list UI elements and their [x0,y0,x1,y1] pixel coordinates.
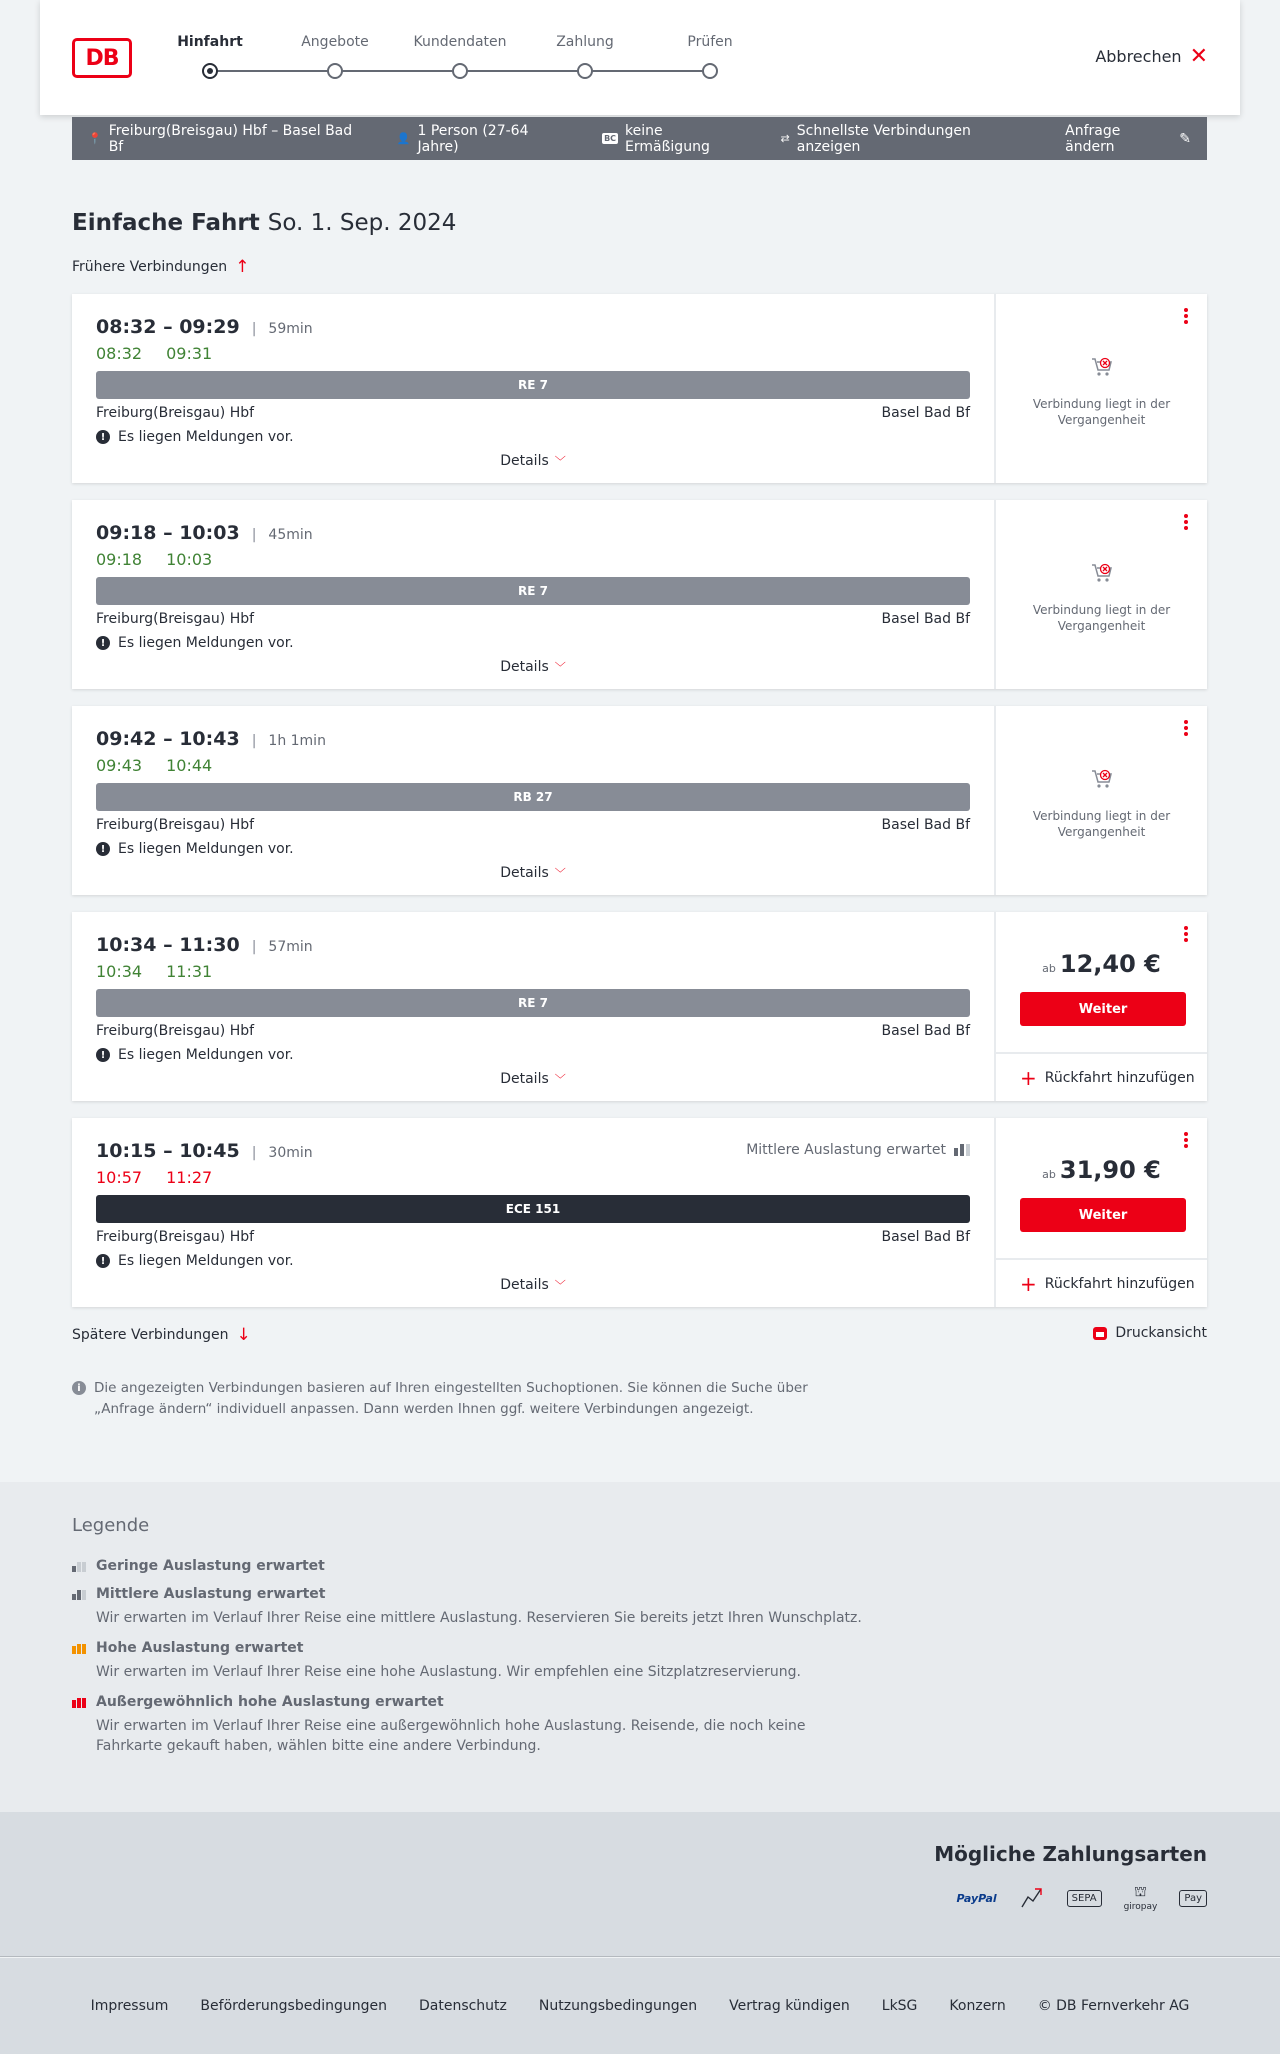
query-fastest: ⇄ Schnellste Verbindungen anzeigen [780,122,971,155]
past-connection-notice: Verbindung liegt in der Vergangenheit [996,768,1207,840]
planned-times: 09:18 – 10:03 [96,522,240,544]
alert-icon: ! [96,430,110,444]
details-toggle[interactable]: Details ﹀ [500,659,566,675]
connection-card: 10:15 – 10:45 | 30min Mittlere Auslastung erwartet 10:57 11:27 ECE 151 Freiburg(Breisgau) Hbf Basel Bad Bf ! Es liegen Meldungen vor. Details ﹀ ab 31,90 € Weiter + Rückfahrt hinzufügen [72,1118,1207,1307]
more-menu-icon[interactable] [1181,514,1191,532]
legend [0,1482,1280,1812]
query-route: 📍 Freiburg(Breisgau) Hbf – Basel Bad Bf [88,122,353,155]
step-pruefen: Prüfen [650,34,770,54]
search-info-note: i Die angezeigten Verbindungen basieren auf Ihren eingestellten Suchoptionen. Sie können die Suche über „Anfrage ändern“ individuell anpassen. Dann werden Ihnen ggf. weitere Verbindungen angezeigt. [72,1378,852,1420]
duration: 57min [268,939,313,955]
step-kundendaten: Kundendaten [400,34,520,54]
cancel-button[interactable] [1095,43,1208,69]
planned-times: 09:42 – 10:43 [96,728,240,750]
chevron-down-icon: ﹀ [554,1279,566,1292]
details-toggle[interactable]: Details ﹀ [500,865,566,881]
cancel-label: Abbrechen [1095,47,1182,66]
continue-button[interactable]: Weiter [1020,992,1186,1026]
from-station: Freiburg(Breisgau) Hbf [96,405,255,421]
chevron-down-icon: ﹀ [554,1073,566,1086]
price: ab 12,40 € [1042,950,1161,978]
legend-item: Mittlere Auslastung erwartet Wir erwarten im Verlauf Ihrer Reise eine mittlere Auslastung. Reservieren Sie bereits jetzt Ihren Wunschplatz. [72,1586,1208,1628]
direct-debit-icon [1019,1887,1045,1909]
footer-link-nutzungsbedingungen[interactable]: Nutzungsbedingungen [538,1998,698,2014]
from-station: Freiburg(Breisgau) Hbf [96,817,255,833]
payment-methods [0,1812,1280,1957]
bahncard-icon: BC [604,134,617,143]
step-hinfahrt: Hinfahrt [150,34,270,54]
footer-link-vertrag-kuendigen[interactable]: Vertrag kündigen [729,1998,850,2014]
cart-unavailable-icon [1090,768,1114,790]
footer [0,1958,1280,2054]
message: Es liegen Meldungen vor. [118,635,294,651]
footer-link-befoerderungsbedingungen[interactable]: Beförderungsbedingungen [200,1998,387,2014]
step-zahlung: Zahlung [525,34,645,54]
details-toggle[interactable]: Details ﹀ [500,1071,566,1087]
alert-icon: ! [96,842,110,856]
from-station: Freiburg(Breisgau) Hbf [96,1229,255,1245]
duration: 59min [268,321,313,337]
to-station: Basel Bad Bf [881,1023,970,1039]
location-pin-icon: 📍 [88,132,102,145]
close-icon: ✕ [1189,43,1208,69]
from-station: Freiburg(Breisgau) Hbf [96,1023,255,1039]
duration: 30min [268,1145,313,1161]
step-angebote: Angebote [275,34,395,54]
info-icon: i [72,1381,86,1395]
alert-icon: ! [96,1254,110,1268]
train-bar: ECE 151 [96,1195,970,1223]
giropay-icon: ⛫ giropay [1123,1884,1158,1912]
more-menu-icon[interactable] [1181,926,1191,944]
realtime-departure: 10:34 [96,962,143,981]
arrow-down-icon: ↓ [236,1325,251,1345]
db-logo[interactable]: DB [72,38,132,78]
price: ab 31,90 € [1042,1156,1161,1184]
realtime-departure: 09:18 [96,550,143,569]
connection-card: 08:32 – 09:29 | 59min 08:32 09:31 RE 7 Freiburg(Breisgau) Hbf Basel Bad Bf ! Es liegen Meldungen vor. Details ﹀ Verbindung liegt in der Vergangenheit [72,294,1207,483]
add-return-trip-button[interactable]: + Rückfahrt hinzufügen [996,1258,1207,1307]
realtime-arrival: 11:31 [166,962,213,981]
legend-item: Geringe Auslastung erwartet [72,1558,1208,1574]
message: Es liegen Meldungen vor. [118,429,294,445]
from-station: Freiburg(Breisgau) Hbf [96,611,255,627]
printer-icon [1093,1327,1107,1340]
occupancy-high-icon [72,1642,88,1654]
to-station: Basel Bad Bf [881,817,970,833]
arrow-up-icon: ↑ [235,257,250,277]
person-icon: 👤 [396,132,411,145]
to-station: Basel Bad Bf [881,1229,970,1245]
occupancy-exceptional-icon [72,1696,88,1708]
query-discount: BC keine Ermäßigung [604,122,710,155]
realtime-departure: 08:32 [96,344,143,363]
more-menu-icon[interactable] [1181,1132,1191,1150]
planned-times: 08:32 – 09:29 [96,316,240,338]
occupancy-low-icon [72,1560,88,1572]
occupancy-medium-icon [954,1144,970,1156]
print-view-link[interactable]: Druckansicht [1093,1325,1207,1341]
more-menu-icon[interactable] [1181,720,1191,738]
occupancy-medium-icon [72,1588,88,1600]
later-connections-link[interactable]: Spätere Verbindungen ↓ [72,1325,251,1345]
query-summary-bar [72,117,1207,160]
footer-link-konzern[interactable]: Konzern [949,1998,1006,2014]
planned-times: 10:34 – 11:30 [96,934,240,956]
footer-link-impressum[interactable]: Impressum [90,1998,169,2014]
footer-link-datenschutz[interactable]: Datenschutz [418,1998,507,2014]
details-toggle[interactable]: Details ﹀ [500,453,566,469]
legend-item: Hohe Auslastung erwartet Wir erwarten im Verlauf Ihrer Reise eine hohe Auslastung. Wir empfehlen eine Sitzplatzreservierung. [72,1640,1208,1682]
earlier-connections-link[interactable]: Frühere Verbindungen ↑ [72,257,250,277]
alert-icon: ! [96,636,110,650]
duration: 1h 1min [268,733,326,749]
details-toggle[interactable]: Details ﹀ [500,1277,566,1293]
realtime-arrival: 11:27 [166,1168,213,1187]
message: Es liegen Meldungen vor. [118,841,294,857]
pencil-icon: ✎ [1179,130,1191,147]
train-bar: RE 7 [96,989,970,1017]
paypal-icon: PayPal [956,1891,997,1905]
page-title: Einfache Fahrt So. 1. Sep. 2024 [72,210,457,236]
query-travellers: 👤 1 Person (27-64 Jahre) [396,122,529,155]
add-return-trip-button[interactable]: + Rückfahrt hinzufügen [996,1052,1207,1101]
change-query-button[interactable]: Anfrage ändern ✎ [1065,122,1191,155]
train-bar: RE 7 [96,577,970,605]
swap-arrows-icon: ⇄ [780,132,790,145]
apple-pay-icon: Pay [1179,1890,1207,1907]
cart-unavailable-icon [1090,356,1114,378]
message: Es liegen Meldungen vor. [118,1047,294,1063]
planned-times: 10:15 – 10:45 [96,1140,240,1162]
connection-card: 09:18 – 10:03 | 45min 09:18 10:03 RE 7 Freiburg(Breisgau) Hbf Basel Bad Bf ! Es liegen Meldungen vor. Details ﹀ Verbindung liegt in der Vergangenheit [72,500,1207,689]
to-station: Basel Bad Bf [881,611,970,627]
train-bar: RB 27 [96,783,970,811]
to-station: Basel Bad Bf [881,405,970,421]
cart-unavailable-icon [1090,562,1114,584]
past-connection-notice: Verbindung liegt in der Vergangenheit [996,356,1207,428]
sepa-icon: SEPA [1067,1890,1102,1907]
past-connection-notice: Verbindung liegt in der Vergangenheit [996,562,1207,634]
more-menu-icon[interactable] [1181,308,1191,326]
alert-icon: ! [96,1048,110,1062]
realtime-arrival: 10:03 [166,550,213,569]
realtime-departure: 09:43 [96,756,143,775]
legend-title: Legende [72,1515,150,1536]
connection-card: 09:42 – 10:43 | 1h 1min 09:43 10:44 RB 27 Freiburg(Breisgau) Hbf Basel Bad Bf ! Es liegen Meldungen vor. Details ﹀ Verbindung liegt in der Vergangenheit [72,706,1207,895]
train-bar: RE 7 [96,371,970,399]
occupancy-indicator: Mittlere Auslastung erwartet [746,1142,970,1158]
payment-title: Mögliche Zahlungsarten [934,1842,1207,1866]
chevron-down-icon: ﹀ [554,867,566,880]
progress-steps [177,34,810,84]
continue-button[interactable]: Weiter [1020,1198,1186,1232]
realtime-departure: 10:57 [96,1168,143,1187]
realtime-arrival: 10:44 [166,756,213,775]
header [40,0,1240,115]
chevron-down-icon: ﹀ [554,455,566,468]
connection-card: 10:34 – 11:30 | 57min 10:34 11:31 RE 7 Freiburg(Breisgau) Hbf Basel Bad Bf ! Es liegen Meldungen vor. Details ﹀ ab 12,40 € Weiter + Rückfahrt hinzufügen [72,912,1207,1101]
plus-icon: + [1020,1271,1037,1296]
realtime-arrival: 09:31 [166,344,213,363]
plus-icon: + [1020,1065,1037,1090]
chevron-down-icon: ﹀ [554,661,566,674]
footer-link-lksg[interactable]: LkSG [881,1998,918,2014]
message: Es liegen Meldungen vor. [118,1253,294,1269]
duration: 45min [268,527,313,543]
copyright: © DB Fernverkehr AG [1037,1998,1190,2014]
legend-item: Außergewöhnlich hohe Auslastung erwartet Wir erwarten im Verlauf Ihrer Reise eine außergewöhnlich hohe Auslastung. Reisende, die noch keine Fahrkarte gekauft haben, wählen bitte eine andere Verbindung. [72,1694,1208,1756]
